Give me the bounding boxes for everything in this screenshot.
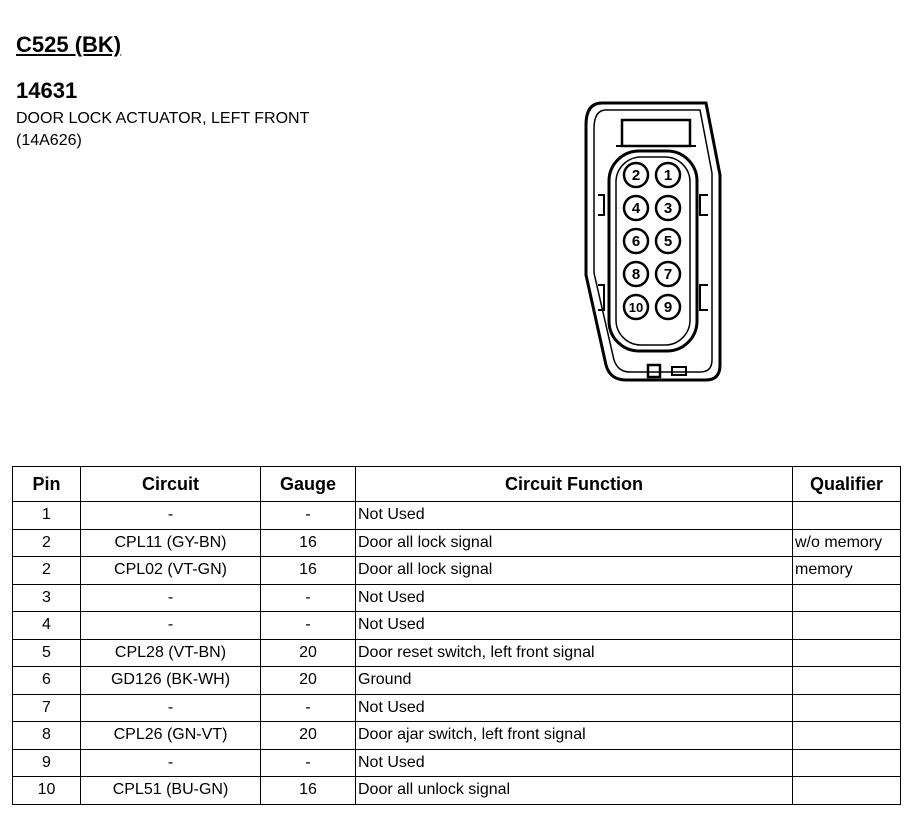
pin-number-label: 6	[631, 233, 641, 250]
gauge-cell: 16	[261, 557, 356, 585]
qualifier-cell	[793, 584, 901, 612]
circuit-cell: CPL51 (BU-GN)	[81, 777, 261, 805]
pin-cell: 7	[13, 694, 81, 722]
table-row	[13, 584, 901, 612]
pin-cell: 5	[13, 639, 81, 667]
qualifier-cell: memory	[793, 557, 901, 585]
gauge-cell: -	[261, 694, 356, 722]
circuit-cell: -	[81, 502, 261, 530]
pin-cell: 10	[13, 777, 81, 805]
component-description: DOOR LOCK ACTUATOR, LEFT FRONT	[16, 110, 310, 127]
table-row	[13, 612, 901, 640]
qualifier-cell	[793, 749, 901, 777]
pin-number-label: 2	[631, 167, 641, 184]
connector-title: C525 (BK)	[16, 32, 122, 57]
column-header-gauge: Gauge	[261, 467, 356, 502]
latch-tab	[622, 120, 690, 146]
circuit-cell: CPL26 (GN-VT)	[81, 722, 261, 750]
side-clip-right-bottom	[700, 285, 708, 310]
qualifier-cell	[793, 502, 901, 530]
qualifier-cell	[793, 639, 901, 667]
qualifier-cell	[793, 777, 901, 805]
function-cell: Door all unlock signal	[356, 777, 793, 805]
circuit-cell: CPL28 (VT-BN)	[81, 639, 261, 667]
gauge-cell: 20	[261, 722, 356, 750]
table-row	[13, 777, 901, 805]
circuit-cell: -	[81, 584, 261, 612]
qualifier-cell	[793, 722, 901, 750]
pin-cell: 3	[13, 584, 81, 612]
gauge-cell: -	[261, 584, 356, 612]
table-row	[13, 749, 901, 777]
function-cell: Not Used	[356, 749, 793, 777]
table-row	[13, 502, 901, 530]
table-row	[13, 557, 901, 585]
connector-housing-outline	[586, 103, 720, 380]
polarization-key	[648, 365, 660, 377]
pin-cell: 2	[13, 529, 81, 557]
column-header-circuit-function: Circuit Function	[356, 467, 793, 502]
pin-number-label: 7	[663, 266, 673, 283]
side-clip-right-top	[700, 195, 708, 215]
pin-number-label: 8	[631, 266, 641, 283]
circuit-cell: -	[81, 749, 261, 777]
pin-cell: 4	[13, 612, 81, 640]
pin-number-label: 5	[663, 233, 673, 250]
side-clip-left-top	[598, 195, 604, 215]
function-cell: Not Used	[356, 502, 793, 530]
connector-face-diagram	[560, 85, 730, 385]
pin-number-label: 4	[631, 200, 641, 217]
pin-cavity-outer	[609, 151, 697, 351]
pinout-header-row	[13, 467, 901, 502]
table-row	[13, 529, 901, 557]
pin-number-label: 3	[663, 200, 673, 217]
polarization-slot	[672, 367, 686, 375]
gauge-cell: -	[261, 612, 356, 640]
qualifier-cell	[793, 612, 901, 640]
qualifier-cell	[793, 667, 901, 695]
pin-cell: 8	[13, 722, 81, 750]
gauge-cell: -	[261, 502, 356, 530]
function-cell: Not Used	[356, 694, 793, 722]
function-cell: Door all lock signal	[356, 557, 793, 585]
pinout-table	[12, 466, 901, 805]
table-row	[13, 722, 901, 750]
function-cell: Door reset switch, left front signal	[356, 639, 793, 667]
qualifier-cell: w/o memory	[793, 529, 901, 557]
circuit-cell: GD126 (BK-WH)	[81, 667, 261, 695]
pin-cell: 6	[13, 667, 81, 695]
component-code: (14A626)	[16, 132, 82, 149]
column-header-circuit: Circuit	[81, 467, 261, 502]
function-cell: Ground	[356, 667, 793, 695]
function-cell: Door ajar switch, left front signal	[356, 722, 793, 750]
pin-cell: 9	[13, 749, 81, 777]
table-row	[13, 694, 901, 722]
circuit-cell: CPL02 (VT-GN)	[81, 557, 261, 585]
qualifier-cell	[793, 694, 901, 722]
circuit-cell: -	[81, 694, 261, 722]
circuit-cell: -	[81, 612, 261, 640]
circuit-cell: CPL11 (GY-BN)	[81, 529, 261, 557]
function-cell: Door all lock signal	[356, 529, 793, 557]
gauge-cell: -	[261, 749, 356, 777]
gauge-cell: 20	[261, 639, 356, 667]
gauge-cell: 20	[261, 667, 356, 695]
column-header-pin: Pin	[13, 467, 81, 502]
pin-grid	[624, 163, 680, 319]
pin-number-label: 1	[663, 167, 673, 184]
pin-cell: 1	[13, 502, 81, 530]
function-cell: Not Used	[356, 584, 793, 612]
part-number: 14631	[16, 78, 78, 103]
column-header-qualifier: Qualifier	[793, 467, 901, 502]
table-row	[13, 639, 901, 667]
gauge-cell: 16	[261, 777, 356, 805]
gauge-cell: 16	[261, 529, 356, 557]
table-row	[13, 667, 901, 695]
pin-number-label: 10	[628, 300, 644, 315]
pin-cell: 2	[13, 557, 81, 585]
function-cell: Not Used	[356, 612, 793, 640]
pin-number-label: 9	[663, 299, 673, 316]
